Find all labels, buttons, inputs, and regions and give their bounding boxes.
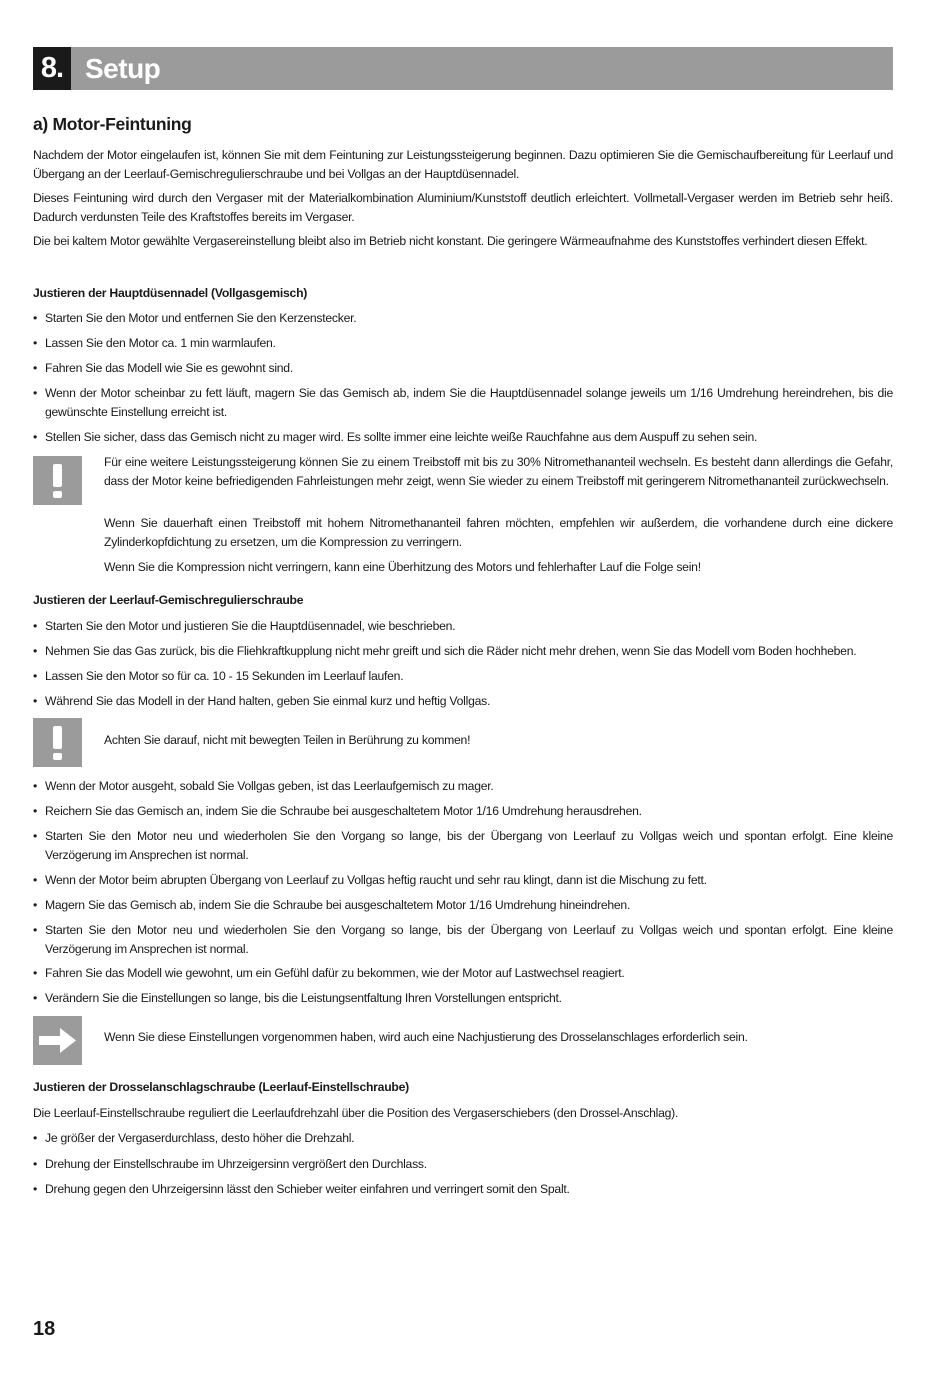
- intro-paragraph-3: Die bei kaltem Motor gewählte Vergasereinstellung bleibt also im Betrieb nicht konstant. Die geringere Wärmeaufnahme des Kunststoffes verhindert diesen Effekt.: [33, 234, 868, 248]
- list-item: • Während Sie das Modell in der Hand halten, geben Sie einmal kurz und heftig Vollgas.: [33, 692, 893, 711]
- list-item: • Drehung der Einstellschraube im Uhrzeigersinn vergrößert den Durchlass.: [33, 1155, 893, 1174]
- list-item: • Starten Sie den Motor neu und wiederholen Sie den Vorgang so lange, bis der Übergang von Leerlauf zu Vollgas weich und spontan erfolgt. Eine kleine Verzögerung im Ansprechen ist normal.: [33, 921, 893, 958]
- warning-note-moving-parts: Achten Sie darauf, nicht mit bewegten Teilen in Berührung zu kommen!: [104, 733, 471, 747]
- page-number: 18: [33, 1318, 56, 1340]
- section-title-bar: Setup: [85, 53, 161, 84]
- heading-main-jet: Justieren der Hauptdüsennadel (Vollgasgemisch): [33, 286, 308, 300]
- list-item: • Lassen Sie den Motor ca. 1 min warmlaufen.: [33, 334, 893, 353]
- list-item: • Je größer der Vergaserdurchlass, desto höher die Drehzahl.: [33, 1129, 893, 1148]
- exclamation-icon: [33, 456, 82, 505]
- list-item: • Nehmen Sie das Gas zurück, bis die Fliehkraftkupplung nicht mehr greift und sich die Räder nicht mehr drehen, wenn Sie das Modell vom Boden hochheben.: [33, 642, 893, 661]
- heading-idle-mixture: Justieren der Leerlauf-Gemischregulierschraube: [33, 593, 304, 607]
- exclamation-icon: [33, 718, 82, 767]
- list-item: • Starten Sie den Motor und entfernen Sie den Kerzenstecker.: [33, 309, 893, 328]
- list-item: • Fahren Sie das Modell wie gewohnt, um ein Gefühl dafür zu bekommen, wie der Motor auf Lastwechsel reagiert.: [33, 964, 893, 983]
- list-item: • Wenn der Motor ausgeht, sobald Sie Vollgas geben, ist das Leerlaufgemisch zu mager.: [33, 777, 893, 796]
- section-header: [33, 47, 893, 90]
- intro-paragraph-1: Nachdem der Motor eingelaufen ist, können Sie mit dem Feintuning zur Leistungssteigerung beginnen. Dazu optimieren Sie die Gemischaufbereitung für Leerlauf und Übergang an der Leerlauf-Gemischregulierschraube und bei Vollgas an der Hauptdüsennadel.: [33, 148, 893, 181]
- list-item: • Reichern Sie das Gemisch an, indem Sie die Schraube bei ausgeschaltetem Motor 1/16 Umdrehung herausdrehen.: [33, 802, 893, 821]
- arrow-right-icon: [33, 1016, 82, 1065]
- list-item: • Stellen Sie sicher, dass das Gemisch nicht zu mager wird. Es sollte immer eine leichte weiße Rauchfahne aus dem Auspuff zu sehen sein.: [33, 428, 893, 447]
- throttle-stop-paragraph: Die Leerlauf-Einstellschraube reguliert die Leerlaufdrehzahl über die Position des Vergaserschiebers (den Drossel-Anschlag).: [33, 1106, 679, 1120]
- list-item: • Wenn der Motor beim abrupten Übergang von Leerlauf zu Vollgas heftig raucht und sehr rau klingt, dann ist die Mischung zu fett.: [33, 871, 893, 890]
- list-item: • Verändern Sie die Einstellungen so lange, bis die Leistungsentfaltung Ihren Vorstellungen entspricht.: [33, 989, 893, 1008]
- list-item: • Magern Sie das Gemisch ab, indem Sie die Schraube bei ausgeschaltetem Motor 1/16 Umdrehung hineindrehen.: [33, 896, 893, 915]
- heading-throttle-stop: Justieren der Drosselanschlagschraube (Leerlauf-Einstellschraube): [33, 1080, 409, 1094]
- intro-paragraph-2: Dieses Feintuning wird durch den Vergaser mit der Materialkombination Aluminium/Kunststoff deutlich erleichtert. Vollmetall-Vergaser werden im Betrieb sehr heiß. Dadurch verdunsten Teile des Kraftstoffes bereits im Vergaser.: [33, 191, 893, 224]
- list-item: • Fahren Sie das Modell wie Sie es gewohnt sind.: [33, 359, 893, 378]
- warning-note-3: Wenn Sie die Kompression nicht verringern, kann eine Überhitzung des Motors und fehlerhafter Lauf die Folge sein!: [104, 560, 701, 574]
- list-item: • Starten Sie den Motor und justieren Sie die Hauptdüsennadel, wie beschrieben.: [33, 617, 893, 636]
- hint-note: Wenn Sie diese Einstellungen vorgenommen haben, wird auch eine Nachjustierung des Drosselanschlages erforderlich sein.: [104, 1030, 748, 1044]
- list-item: • Drehung gegen den Uhrzeigersinn lässt den Schieber weiter einfahren und verringert somit den Spalt.: [33, 1180, 893, 1199]
- subsection-title: a) Motor-Feintuning: [33, 114, 192, 134]
- section-number: 8.: [33, 47, 71, 90]
- list-item: • Wenn der Motor scheinbar zu fett läuft, magern Sie das Gemisch ab, indem Sie die Hauptdüsennadel solange jeweils um 1/16 Umdrehung hereindrehen, bis die gewünschte Einstellung erreicht ist.: [33, 384, 893, 421]
- list-item: • Lassen Sie den Motor so für ca. 10 - 15 Sekunden im Leerlauf laufen.: [33, 667, 893, 686]
- warning-note-2: Wenn Sie dauerhaft einen Treibstoff mit hohem Nitromethananteil fahren möchten, empfehlen wir außerdem, die vorhandene durch eine dickere Zylinderkopfdichtung zu ersetzen, um die Kompression zu verringern.: [104, 516, 893, 549]
- warning-note-1: Für eine weitere Leistungssteigerung können Sie zu einem Treibstoff mit bis zu 30% Nitromethananteil wechseln. Es besteht dann allerdings die Gefahr, dass der Motor keine befriedigenden Fahrleistungen mehr zeigt, wenn Sie wieder zu einem Treibstoff mit geringerem Nitromethananteil zurückwechseln.: [104, 455, 893, 488]
- list-item: • Starten Sie den Motor neu und wiederholen Sie den Vorgang so lange, bis der Übergang von Leerlauf zu Vollgas weich und spontan erfolgt. Eine kleine Verzögerung im Ansprechen ist normal.: [33, 827, 893, 864]
